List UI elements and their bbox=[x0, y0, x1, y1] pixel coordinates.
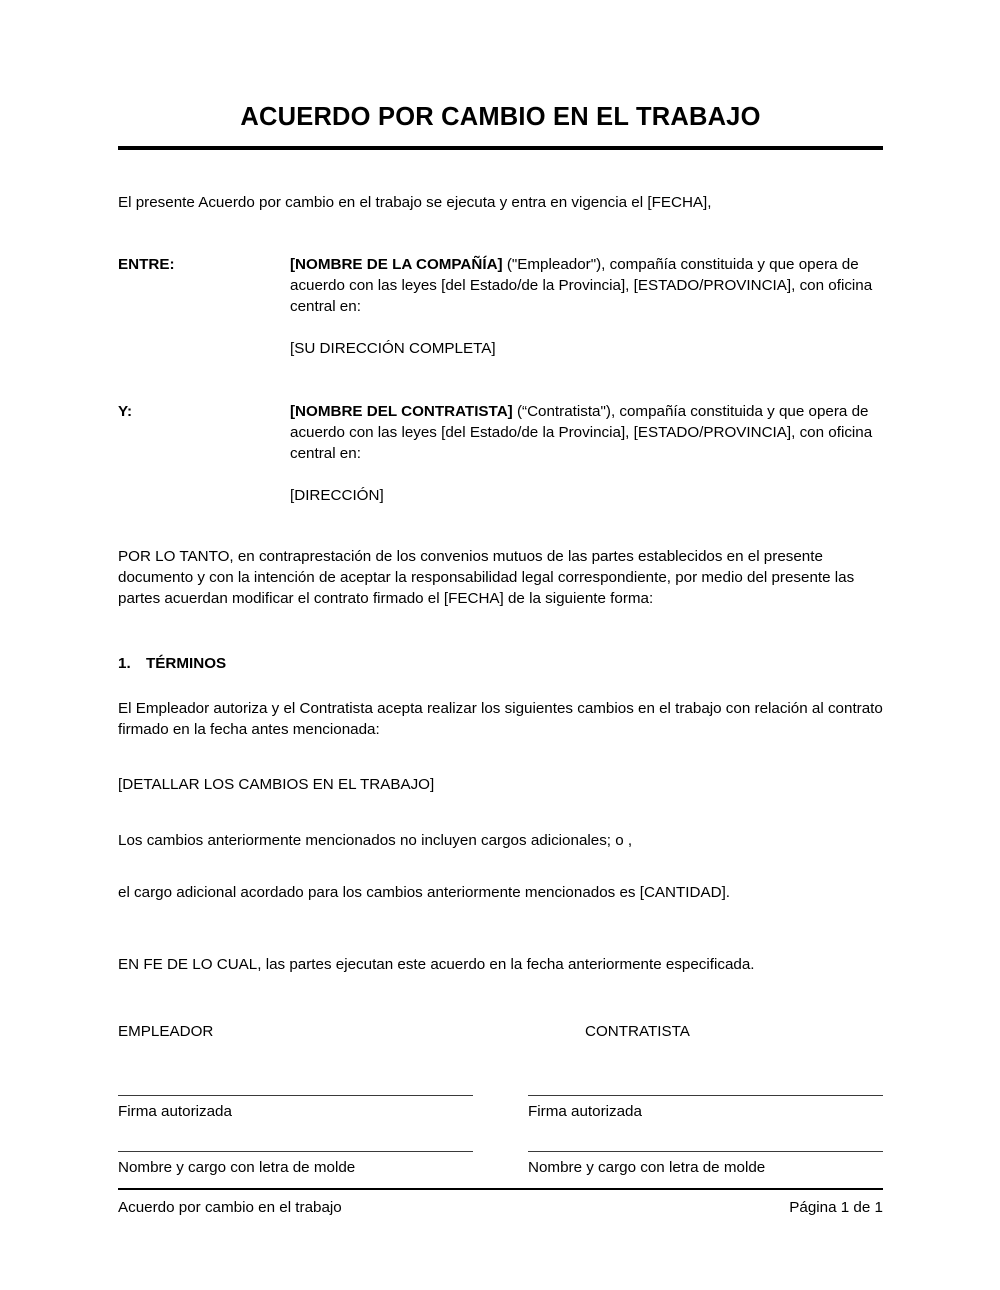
signature-line-employer[interactable] bbox=[118, 1095, 473, 1096]
printed-name-caption-employer: Nombre y cargo con letra de molde bbox=[118, 1159, 356, 1177]
footer-row bbox=[118, 1197, 883, 1218]
clause-additional-charge: el cargo adicional acordado para los cambios anteriormente mencionados es [CANTIDAD]. bbox=[118, 884, 731, 902]
party-name-contractor: [NOMBRE DEL CONTRATISTA] bbox=[290, 403, 513, 421]
page-title: ACUERDO POR CAMBIO EN EL TRABAJO bbox=[240, 103, 761, 131]
party-label-contractor: Y: bbox=[118, 403, 133, 421]
party-address-employer: [SU DIRECCIÓN COMPLETA] bbox=[290, 340, 496, 358]
footer-page-number: Página 1 de 1 bbox=[789, 1199, 883, 1216]
page-footer bbox=[118, 1188, 883, 1218]
signature-caption-contractor: Firma autorizada bbox=[528, 1103, 642, 1121]
signature-caption-employer: Firma autorizada bbox=[118, 1103, 232, 1121]
party-description-employer: ("Empleador"), compañía constituida y que opera de acuerdo con las leyes [del Estado/de la Provincia], [ESTADO/PROVINCIA], con oficina central en: bbox=[290, 256, 873, 316]
section-heading-terminos bbox=[118, 653, 883, 674]
party-description-contractor: (“Contratista"), compañía constituida y que opera de acuerdo con las leyes [del Estado/de la Provincia], [ESTADO/PROVINCIA], con oficina central en: bbox=[290, 403, 873, 463]
party-block-contractor bbox=[118, 401, 883, 506]
signature-field-contractor bbox=[528, 1095, 883, 1122]
signature-row-printed-name bbox=[118, 1151, 883, 1178]
printed-name-caption-contractor: Nombre y cargo con letra de molde bbox=[528, 1159, 766, 1177]
party-block-employer bbox=[118, 254, 883, 359]
signature-field-employer bbox=[118, 1095, 473, 1122]
document-content bbox=[118, 0, 883, 1178]
witness-paragraph: EN FE DE LO CUAL, las partes ejecutan este acuerdo en la fecha anteriormente especificada. bbox=[118, 956, 755, 974]
signature-party-labels bbox=[118, 1021, 883, 1042]
footer-divider bbox=[118, 1188, 883, 1190]
printed-name-field-contractor bbox=[528, 1151, 883, 1178]
party-address-contractor: [DIRECCIÓN] bbox=[290, 487, 384, 505]
party-name-employer: [NOMBRE DE LA COMPAÑÍA] bbox=[290, 256, 503, 274]
party-body-employer bbox=[290, 254, 883, 359]
footer-document-name: Acuerdo por cambio en el trabajo bbox=[118, 1199, 342, 1216]
printed-name-line-employer[interactable] bbox=[118, 1151, 473, 1152]
intro-paragraph: El presente Acuerdo por cambio en el trabajo se ejecuta y entra en vigencia el [FECHA], bbox=[118, 194, 712, 212]
signature-line-contractor[interactable] bbox=[528, 1095, 883, 1096]
party-label-employer: ENTRE: bbox=[118, 256, 175, 274]
signature-row-authorized bbox=[118, 1095, 883, 1122]
section-title: TÉRMINOS bbox=[146, 655, 227, 673]
signature-label-employer: EMPLEADOR bbox=[118, 1023, 214, 1041]
title-divider bbox=[118, 146, 883, 150]
changes-placeholder: [DETALLAR LOS CAMBIOS EN EL TRABAJO] bbox=[118, 776, 435, 794]
signature-label-contractor: CONTRATISTA bbox=[585, 1023, 690, 1041]
terms-intro-paragraph: El Empleador autoriza y el Contratista acepta realizar los siguientes cambios en el trabajo con relación al contrato firmado en la fecha antes mencionada: bbox=[118, 700, 883, 739]
party-body-contractor bbox=[290, 401, 883, 506]
section-number: 1. bbox=[118, 655, 131, 673]
printed-name-line-contractor[interactable] bbox=[528, 1151, 883, 1152]
printed-name-field-employer bbox=[118, 1151, 473, 1178]
whereas-paragraph: POR LO TANTO, en contraprestación de los convenios mutuos de las partes establecidos en el presente documento y con la intención de aceptar la responsabilidad legal correspondiente, por medio del presente las partes acuerdan modificar el contrato firmado el [FECHA] de la siguiente forma: bbox=[118, 548, 855, 608]
clause-no-additional-charges: Los cambios anteriormente mencionados no incluyen cargos adicionales; o , bbox=[118, 832, 633, 850]
